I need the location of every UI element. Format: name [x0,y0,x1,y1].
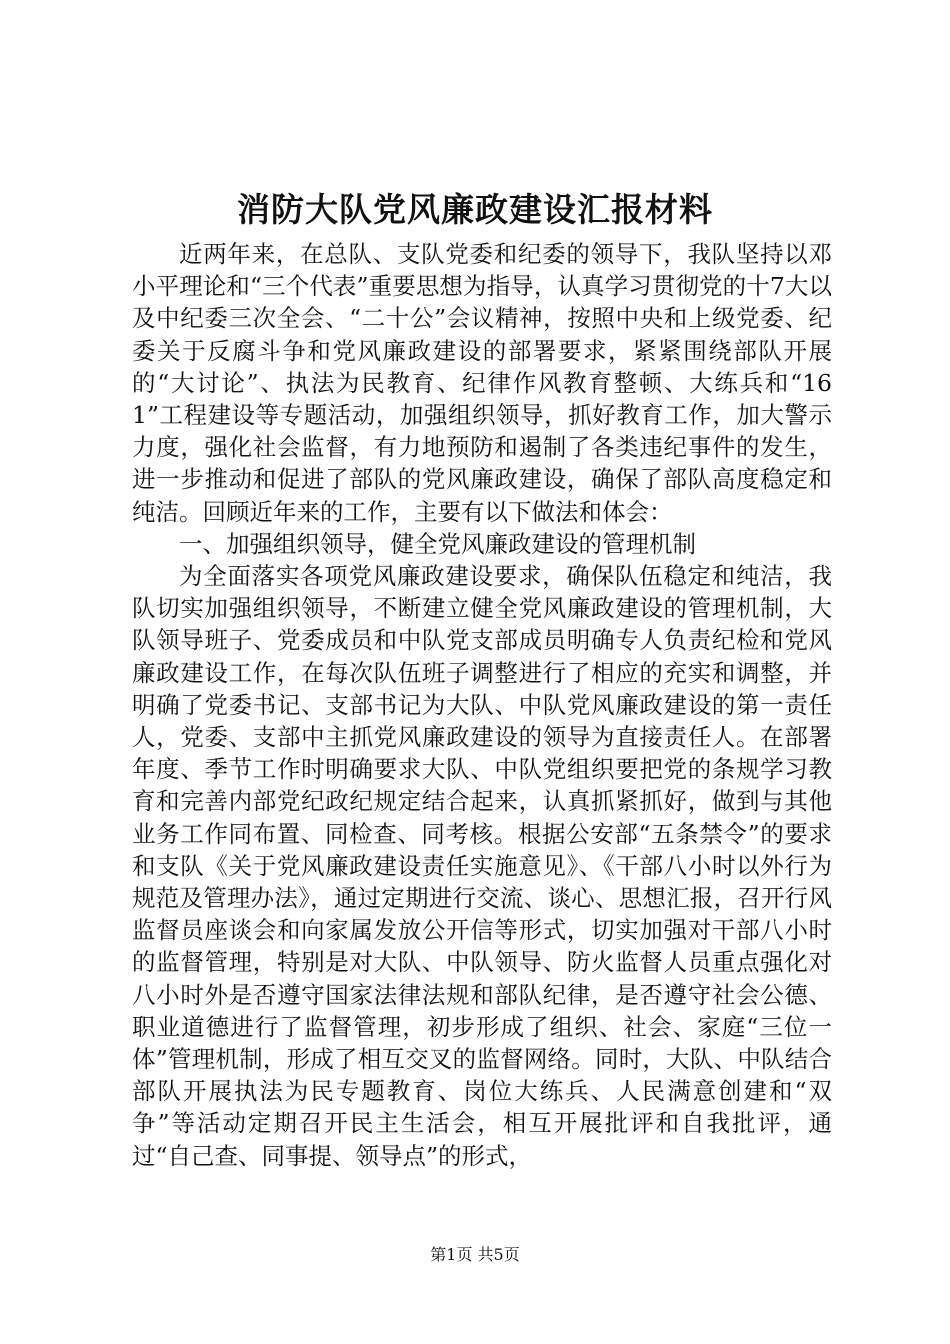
document-body [132,238,832,1172]
section-heading-1: 一、加强组织领导，健全党风廉政建设的管理机制 [179,529,696,558]
page-footer: 第1页 共5页 [430,1245,520,1264]
document-title: 消防大队党风廉政建设汇报材料 [237,190,713,229]
paragraph-section-1: 为全面落实各项党风廉政建设要求，确保队伍稳定和纯洁，我队切实加强组织领导，不断建立健全党风廉政建设的管理机制，大队领导班子、党委成员和中队党支部成员明确专人负责纪检和党风廉政建设工作，在每次队伍班子调整进行了相应的充实和调整，并明确了党委书记、支部书记为大队、中队党风廉政建设的第一责任人，党委、支部中主抓党风廉政建设的领导为直接责任人。在部署年度、季节工作时明确要求大队、中队党组织要把党的条规学习教育和完善内部党纪政纪规定结合起来，认真抓紧抓好，做到与其他业务工作同布置、同检查、同考核。根据公安部“五条禁令”的要求和支队《关于党风廉政建设责任实施意见》、《干部八小时以外行为规范及管理办法》，通过定期进行交流、谈心、思想汇报，召开行风监督员座谈会和向家属发放公开信等形式，切实加强对干部八小时的监督管理，特别是对大队、中队领导、防火监督人员重点强化对八小时外是否遵守国家法律法规和部队纪律，是否遵守社会公德、职业道德进行了监督管理，初步形成了组织、社会、家庭“三位一体”管理机制，形成了相互交叉的监督网络。同时，大队、中队结合部队开展执法为民专题教育、岗位大练兵、人民满意创建和“双争”等活动定期召开民主生活会，相互开展批评和自我批评，通过“自己查、同事提、领导点”的形式， [132,562,832,1170]
paragraph-intro: 近两年来，在总队、支队党委和纪委的领导下，我队坚持以邓小平理论和“三个代表”重要思想为指导，认真学习贯彻党的十7大以及中纪委三次全会、“二十公”会议精神，按照中央和上级党委、纪委关于反腐斗争和党风廉政建设的部署要求，紧紧围绕部队开展的“大讨论”、执法为民教育、纪律作风教育整顿、大练兵和“161”工程建设等专题活动，加强组织领导，抓好教育工作，加大警示力度，强化社会监督，有力地预防和遏制了各类违纪事件的发生，进一步推动和促进了部队的党风廉政建设，确保了部队高度稳定和纯洁。回顾近年来的工作，主要有以下做法和体会： [132,240,832,526]
